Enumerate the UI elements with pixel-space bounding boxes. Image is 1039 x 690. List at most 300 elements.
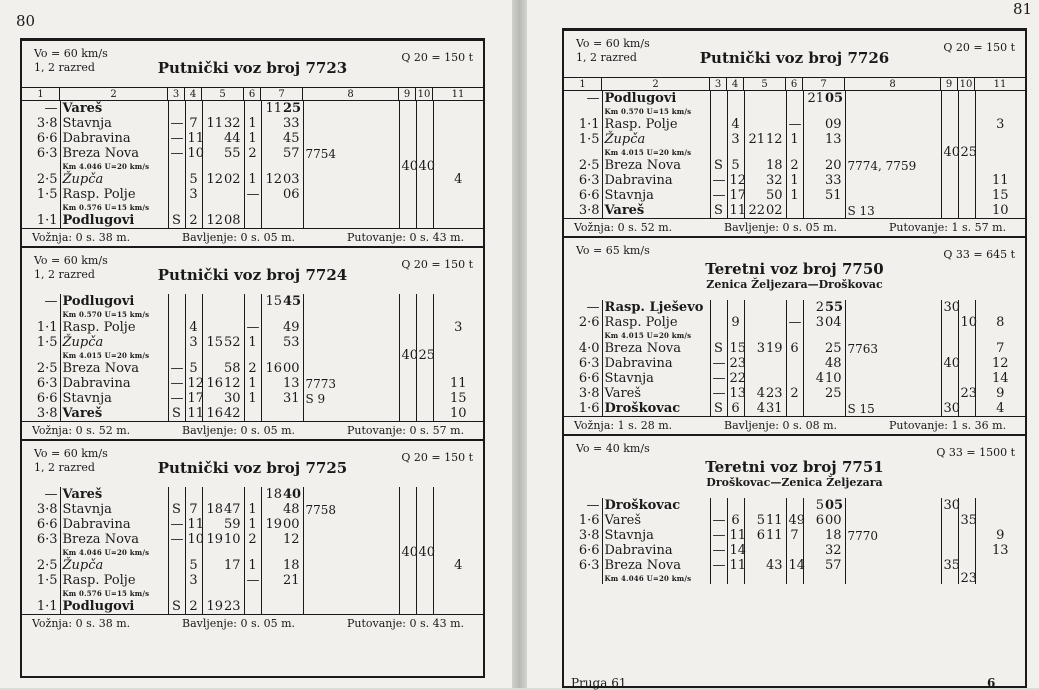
station-row <box>564 91 1025 106</box>
cell-c7h <box>261 131 282 146</box>
cell-c7m: 40 <box>283 486 302 502</box>
station-name: Breza Nova <box>602 341 710 356</box>
cell-c5m <box>223 161 244 172</box>
class-label: 1, 2 razred <box>576 51 637 64</box>
cell-c3: S <box>168 502 185 517</box>
cell-c5m: 08 <box>223 213 244 228</box>
cell-c4: 13 <box>727 386 744 401</box>
cell-c6 <box>244 161 261 172</box>
cell-c3: — <box>168 146 185 161</box>
cell-c11: 15 <box>991 187 1009 203</box>
distance-km: 1·5 <box>564 132 602 147</box>
cell-c8 <box>845 132 941 147</box>
station-name: Podlugovi <box>602 91 710 106</box>
cell-c9 <box>399 131 416 146</box>
station-row <box>22 294 483 309</box>
running-time: Vožnja: 0 s. 52 m. <box>574 221 673 234</box>
cell-c10 <box>416 517 433 532</box>
station-row <box>22 517 483 532</box>
cell-c4: 3 <box>727 132 744 147</box>
column-number: 3 <box>168 88 185 100</box>
cell-c7m: 13 <box>282 376 303 391</box>
cell-c11 <box>433 213 483 228</box>
cell-c11 <box>433 517 483 532</box>
speed-note-row <box>564 106 1025 117</box>
station-name: Podlugovi <box>60 213 168 228</box>
distance-km: 6·6 <box>564 188 602 203</box>
cell-c8: 7758 <box>303 502 399 517</box>
train-block <box>22 248 483 441</box>
cell-c3 <box>168 187 185 202</box>
station-name: Stavnja <box>60 391 168 406</box>
cell-c7h <box>803 401 824 416</box>
cell-c6: 1 <box>786 173 803 188</box>
cell-c10 <box>416 599 433 614</box>
cell-c3 <box>710 573 727 584</box>
cell-c5h: 4 <box>756 385 765 401</box>
cell-c7m: 20 <box>824 158 845 173</box>
cell-c9 <box>399 376 416 391</box>
cell-c10 <box>416 406 433 421</box>
station-name: Droškovac <box>602 401 710 416</box>
speed-note-row <box>22 588 483 599</box>
speed-limit: Vo = 60 km/s <box>34 47 108 60</box>
station-row <box>22 406 483 421</box>
cell-c3: — <box>710 513 727 528</box>
cell-c8 <box>845 513 941 528</box>
station-name: Dabravina <box>602 543 710 558</box>
cell-c6: 2 <box>244 361 261 376</box>
cell-c5h: 6 <box>756 527 765 543</box>
cell-c8 <box>303 547 399 558</box>
station-name: Vareš <box>602 386 710 401</box>
cell-c7m: 25 <box>283 100 302 116</box>
cell-c4 <box>185 101 202 116</box>
cell-c3: S <box>168 213 185 228</box>
cell-c9 <box>941 513 958 528</box>
station-row <box>564 558 1025 573</box>
speed-note-row <box>22 350 483 361</box>
cell-c4 <box>727 498 744 513</box>
station-name: Km 4.046 U=20 km/s <box>60 161 168 172</box>
cell-c11 <box>433 532 483 547</box>
distance-km: 2·5 <box>22 361 60 376</box>
cell-c11 <box>433 487 483 502</box>
cell-c5h: 11 <box>206 115 223 131</box>
train-header <box>22 41 483 87</box>
timetable <box>22 294 483 421</box>
cell-c5m <box>223 573 244 588</box>
cell-c7h <box>803 147 824 158</box>
cell-c5h <box>744 558 765 573</box>
cell-c8 <box>845 117 941 132</box>
cell-c7h <box>261 406 282 421</box>
cell-c3: — <box>168 131 185 146</box>
cell-c11 <box>975 573 1025 584</box>
cell-c7m: 45 <box>282 131 303 146</box>
cell-c10 <box>958 341 975 356</box>
cell-c6: 7 <box>786 528 803 543</box>
cell-c7m: 51 <box>824 188 845 203</box>
cell-c3: — <box>710 528 727 543</box>
cell-c10 <box>958 371 975 386</box>
cell-c3 <box>168 573 185 588</box>
cell-c3 <box>168 350 185 361</box>
cell-c8: 7754 <box>303 146 399 161</box>
station-name: Breza Nova <box>602 558 710 573</box>
train-block <box>564 238 1025 436</box>
cell-c6 <box>244 101 261 116</box>
cell-c7h <box>803 132 824 147</box>
cell-c3: — <box>710 386 727 401</box>
station-row <box>564 498 1025 513</box>
cell-c7m: 00 <box>282 361 303 376</box>
column-number: 11 <box>451 89 465 100</box>
station-name: Rasp. Polje <box>60 320 168 335</box>
cell-c5m: 47 <box>223 502 244 517</box>
cell-c5h: 3 <box>756 340 765 356</box>
cell-c10 <box>416 202 433 213</box>
cell-c8 <box>303 116 399 131</box>
dwell-time: Bavljenje: 0 s. 05 m. <box>724 221 838 234</box>
column-number: 8 <box>303 88 399 100</box>
cell-c4 <box>185 487 202 502</box>
distance-km: 6·3 <box>22 376 60 391</box>
station-name: Km 0.576 U=15 km/s <box>60 588 168 599</box>
train-header <box>564 436 1025 498</box>
cell-c7h <box>261 213 282 228</box>
cell-c10 <box>416 213 433 228</box>
cell-c6: 1 <box>786 188 803 203</box>
cell-c3 <box>710 132 727 147</box>
cell-c11: 4 <box>996 400 1005 416</box>
cell-c3 <box>710 330 727 341</box>
cell-c11 <box>433 547 483 558</box>
load-limit: Q 20 = 150 t <box>401 51 473 64</box>
cell-c11 <box>975 132 1025 147</box>
distance-km: 1·5 <box>22 187 60 202</box>
cell-c5h: 4 <box>756 400 765 416</box>
cell-c11 <box>975 330 1025 341</box>
cell-c5h <box>202 588 223 599</box>
cell-c4: 7 <box>185 116 202 131</box>
cell-c7m: 25 <box>824 386 845 401</box>
distance-km: 6·3 <box>564 356 602 371</box>
cell-c7h <box>803 106 824 117</box>
cell-c11 <box>975 300 1025 315</box>
train-block <box>564 31 1025 238</box>
cell-c7m: 25 <box>824 341 845 356</box>
station-name: Župča <box>602 132 710 147</box>
load-limit: Q 33 = 1500 t <box>936 446 1015 459</box>
load-limit: Q 20 = 150 t <box>401 451 473 464</box>
distance-km: 2·5 <box>22 172 60 187</box>
column-number: 1 <box>22 88 60 100</box>
cell-c5m: 10 <box>223 532 244 547</box>
cell-c8 <box>845 330 941 341</box>
column-number: 6 <box>244 88 261 100</box>
cell-c8 <box>303 131 399 146</box>
journey-time: Putovanje: 1 s. 36 m. <box>889 419 1007 432</box>
train-title: Teretni voz broj 7751 <box>705 458 884 476</box>
cell-c6 <box>786 401 803 416</box>
cell-c5m: 59 <box>223 517 244 532</box>
column-numbers <box>22 87 483 101</box>
station-row <box>564 341 1025 356</box>
cell-c7m: 00 <box>282 517 303 532</box>
running-time: Vožnja: 1 s. 28 m. <box>574 419 673 432</box>
distance-km: 6·6 <box>22 391 60 406</box>
cell-c3: — <box>710 371 727 386</box>
cell-c10: 23 <box>958 573 975 584</box>
distance-km <box>22 588 60 599</box>
station-row <box>564 386 1025 401</box>
cell-c7m: 33 <box>282 116 303 131</box>
cell-c4: 6 <box>727 401 744 416</box>
journey-time: Putovanje: 0 s. 43 m. <box>347 231 465 244</box>
cell-c10 <box>958 543 975 558</box>
cell-c4 <box>727 91 744 106</box>
cell-c8: 7763 <box>845 341 941 356</box>
cell-c11 <box>433 101 483 116</box>
cell-c5m: 11 <box>765 513 786 528</box>
cell-c8 <box>303 335 399 350</box>
station-row <box>564 173 1025 188</box>
cell-c5h <box>202 517 223 532</box>
cell-c10: 35 <box>958 513 975 528</box>
cell-c10 <box>958 158 975 173</box>
cell-c4 <box>727 330 744 341</box>
cell-c9 <box>941 341 958 356</box>
cell-c4: 10 <box>185 532 202 547</box>
timetable <box>564 300 1025 416</box>
cell-c10 <box>416 187 433 202</box>
cell-c10 <box>958 188 975 203</box>
cell-c5h: 18 <box>206 501 223 517</box>
distance-km: — <box>22 101 60 116</box>
dwell-time: Bavljenje: 0 s. 05 m. <box>182 617 296 630</box>
cell-c5h <box>744 371 765 386</box>
cell-c3: — <box>168 376 185 391</box>
distance-km <box>22 547 60 558</box>
cell-c3: — <box>710 356 727 371</box>
station-name: Breza Nova <box>60 146 168 161</box>
footer-sheet-number: 6 <box>987 676 996 690</box>
cell-c9 <box>941 371 958 386</box>
cell-c5m: 02 <box>765 203 786 218</box>
train-block <box>22 41 483 248</box>
cell-c7m: 21 <box>282 573 303 588</box>
distance-km <box>564 106 602 117</box>
book-gutter <box>512 0 527 688</box>
dwell-time: Bavljenje: 0 s. 08 m. <box>724 419 838 432</box>
cell-c4: 5 <box>727 158 744 173</box>
distance-km: 6·6 <box>22 131 60 146</box>
cell-c6 <box>786 371 803 386</box>
speed-note-row <box>564 147 1025 158</box>
cell-c9 <box>941 91 958 106</box>
cell-c7h <box>261 532 282 547</box>
left-page <box>0 0 512 688</box>
cell-c3 <box>168 558 185 573</box>
cell-c5h <box>202 361 223 376</box>
cell-c3: — <box>710 543 727 558</box>
cell-c11: 14 <box>991 370 1009 386</box>
speed-note-row <box>22 547 483 558</box>
cell-c8 <box>303 406 399 421</box>
cell-c9 <box>941 106 958 117</box>
cell-c11 <box>433 116 483 131</box>
cell-c4: 2 <box>185 213 202 228</box>
cell-c9 <box>399 116 416 131</box>
cell-c5m: 58 <box>223 361 244 376</box>
cell-c5m: 17 <box>223 558 244 573</box>
station-name: Rasp. Lješevo <box>602 300 710 315</box>
cell-c7m: 18 <box>282 558 303 573</box>
cell-c3: S <box>168 599 185 614</box>
cell-c5m: 18 <box>765 158 786 173</box>
cell-c5h <box>202 309 223 320</box>
cell-c7h <box>803 558 824 573</box>
cell-c5h: 5 <box>756 512 765 528</box>
distance-km: 1·6 <box>564 513 602 528</box>
cell-c5h <box>202 101 223 116</box>
cell-c5h: 22 <box>748 202 765 218</box>
station-name: Km 4.046 U=20 km/s <box>60 547 168 558</box>
cell-c8 <box>303 161 399 172</box>
distance-km <box>564 330 602 341</box>
station-name: Vareš <box>602 513 710 528</box>
cell-c7h <box>803 543 824 558</box>
cell-c10 <box>416 101 433 116</box>
cell-c8 <box>303 532 399 547</box>
distance-km: 1·1 <box>22 599 60 614</box>
cell-c8 <box>845 173 941 188</box>
cell-c6: — <box>786 315 803 330</box>
cell-c7m <box>282 350 303 361</box>
cell-c10 <box>958 330 975 341</box>
cell-c11: 9 <box>996 385 1005 401</box>
cell-c4 <box>185 350 202 361</box>
cell-c8: 7774, 7759 <box>845 158 941 173</box>
cell-c9 <box>399 406 416 421</box>
cell-c7m <box>282 309 303 320</box>
cell-c9: 30 <box>941 401 958 416</box>
cell-c4: 3 <box>185 335 202 350</box>
distance-km: 3·8 <box>564 386 602 401</box>
cell-c10 <box>416 573 433 588</box>
cell-c3: — <box>168 361 185 376</box>
cell-c7h <box>803 203 824 218</box>
train-route: Zenica Željezara—Droškovac <box>706 278 883 291</box>
cell-c5m <box>223 350 244 361</box>
column-number: 11 <box>993 79 1007 90</box>
cell-c6: 1 <box>244 376 261 391</box>
distance-km: 2·6 <box>564 315 602 330</box>
cell-c4: 22 <box>727 371 744 386</box>
station-name: Rasp. Polje <box>60 573 168 588</box>
cell-c9 <box>399 213 416 228</box>
column-number: 10 <box>416 88 433 100</box>
cell-c8 <box>303 213 399 228</box>
station-name: Breza Nova <box>60 361 168 376</box>
cell-c5h: 16 <box>206 375 223 391</box>
cell-c11 <box>975 513 1025 528</box>
cell-c9 <box>399 391 416 406</box>
cell-c9 <box>941 528 958 543</box>
cell-c9 <box>399 101 416 116</box>
cell-c11 <box>975 106 1025 117</box>
cell-c6: 1 <box>244 131 261 146</box>
running-time: Vožnja: 0 s. 38 m. <box>32 617 131 630</box>
cell-c4 <box>185 588 202 599</box>
cell-c10 <box>416 131 433 146</box>
cell-c7h: 3 <box>815 314 824 330</box>
cell-c11 <box>433 588 483 599</box>
cell-c9 <box>399 502 416 517</box>
station-name: Stavnja <box>602 188 710 203</box>
cell-c3: — <box>710 558 727 573</box>
cell-c6: 1 <box>244 502 261 517</box>
cell-c5m: 31 <box>765 401 786 416</box>
cell-c11 <box>975 558 1025 573</box>
cell-c10: 23 <box>958 386 975 401</box>
speed-limit: Vo = 60 km/s <box>34 447 108 460</box>
station-row <box>22 487 483 502</box>
right-page <box>527 0 1039 688</box>
travel-summary <box>22 614 483 632</box>
cell-c6 <box>244 213 261 228</box>
cell-c4 <box>185 547 202 558</box>
distance-km: — <box>564 300 602 315</box>
cell-c3 <box>168 588 185 599</box>
cell-c5h: 21 <box>748 131 765 147</box>
cell-c4: 11 <box>727 558 744 573</box>
cell-c6 <box>786 498 803 513</box>
speed-limit: Vo = 60 km/s <box>576 37 650 50</box>
distance-km: 6·3 <box>22 532 60 547</box>
distance-km: 3·8 <box>564 528 602 543</box>
distance-km: 3·8 <box>564 203 602 218</box>
cell-c7m <box>824 203 845 218</box>
station-row <box>22 101 483 116</box>
cell-c6: 49 <box>786 513 803 528</box>
cell-c11: 10 <box>449 405 467 421</box>
station-row <box>564 401 1025 416</box>
cell-c9 <box>941 543 958 558</box>
cell-c8 <box>845 106 941 117</box>
cell-c3 <box>710 498 727 513</box>
cell-c8 <box>845 558 941 573</box>
cell-c9 <box>399 187 416 202</box>
cell-c7m: 04 <box>824 315 845 330</box>
timetable <box>22 487 483 614</box>
station-name: Rasp. Polje <box>60 187 168 202</box>
station-row <box>564 203 1025 218</box>
cell-c7h <box>261 558 282 573</box>
cell-c8 <box>303 350 399 361</box>
load-limit: Q 20 = 150 t <box>943 41 1015 54</box>
footer-line-label: Pruga 61 <box>571 676 627 690</box>
cell-c8 <box>303 558 399 573</box>
cell-c11: 11 <box>449 375 467 391</box>
cell-c10 <box>416 502 433 517</box>
cell-c10: 25 <box>958 147 975 158</box>
cell-c10 <box>416 376 433 391</box>
cell-c5m <box>765 91 786 106</box>
cell-c7h <box>261 116 282 131</box>
cell-c7h: 19 <box>265 516 282 532</box>
